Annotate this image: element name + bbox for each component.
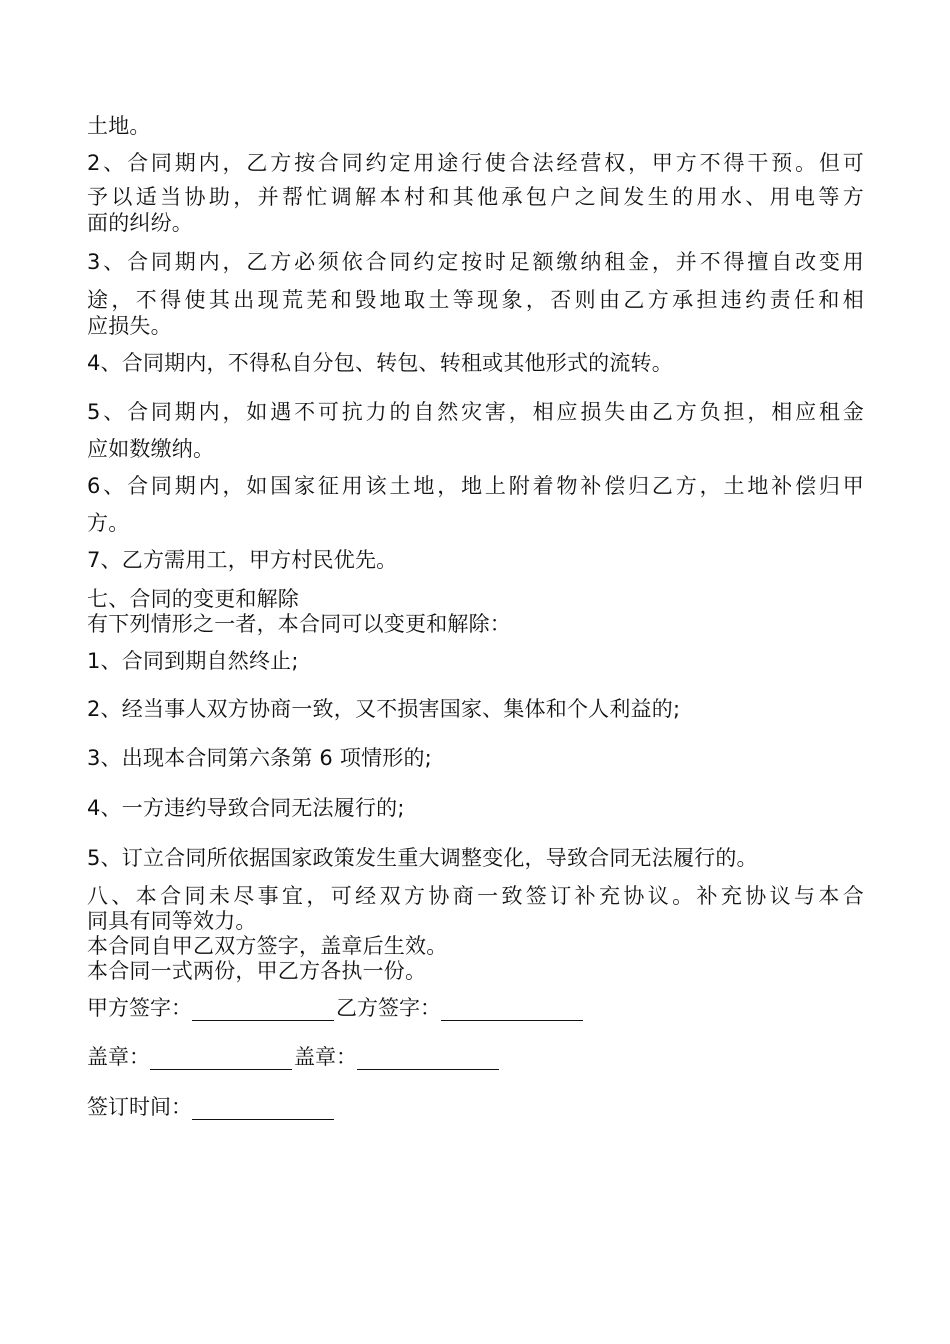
party-b-seal-label: 盖章： xyxy=(294,1045,357,1069)
party-b-sign-blank[interactable] xyxy=(441,998,583,1021)
list-item: 2、经当事人双方协商一致，又不损害国家、集体和个人利益的; xyxy=(87,697,681,721)
list-item: 1、合同到期自然终止; xyxy=(87,649,299,673)
party-a-seal-label: 盖章： xyxy=(87,1045,150,1069)
text-line: 4、合同期内，不得私自分包、转包、转租或其他形式的流转。 xyxy=(87,351,673,375)
party-b-seal-blank[interactable] xyxy=(357,1047,499,1070)
section-heading: 八、本合同未尽事宜，可经双方协商一致签订补充协议。补充协议与本合 xyxy=(87,884,864,908)
list-item: 5、订立合同所依据国家政策发生重大调整变化，导致合同无法履行的。 xyxy=(87,846,758,870)
text-line: 2、合同期内，乙方按合同约定用途行使合法经营权，甲方不得干预。但可 xyxy=(87,151,864,175)
text-line: 同具有同等效力。 xyxy=(87,909,257,933)
text-line: 方。 xyxy=(87,511,130,535)
text-line: 本合同一式两份，甲乙方各执一份。 xyxy=(87,959,427,983)
party-a-sign-label: 甲方签字： xyxy=(87,996,192,1020)
text-line: 5、合同期内，如遇不可抗力的自然灾害，相应损失由乙方负担，相应租金 xyxy=(87,400,864,424)
date-row xyxy=(87,1094,336,1120)
seal-row xyxy=(87,1044,501,1070)
text-line: 面的纠纷。 xyxy=(87,211,193,235)
text-line: 途，不得使其出现荒芜和毁地取土等现象，否则由乙方承担违约责任和相 xyxy=(87,288,864,312)
text-line: 3、合同期内，乙方必须依合同约定按时足额缴纳租金，并不得擅自改变用 xyxy=(87,250,864,274)
signature-row xyxy=(87,995,585,1021)
text-line: 7、乙方需用工，甲方村民优先。 xyxy=(87,548,398,572)
text-line: 6、合同期内，如国家征用该土地，地上附着物补偿归乙方，土地补偿归甲 xyxy=(87,474,864,498)
party-b-sign-label: 乙方签字： xyxy=(336,996,441,1020)
text-line: 土地。 xyxy=(87,114,151,138)
text-line: 予以适当协助，并帮忙调解本村和其他承包户之间发生的用水、用电等方 xyxy=(87,185,864,209)
text-line: 应损失。 xyxy=(87,314,172,338)
sign-date-blank[interactable] xyxy=(192,1097,334,1120)
list-item: 4、一方违约导致合同无法履行的; xyxy=(87,796,405,820)
sign-date-label: 签订时间： xyxy=(87,1095,192,1119)
text-line: 应如数缴纳。 xyxy=(87,437,215,461)
text-line: 有下列情形之一者，本合同可以变更和解除： xyxy=(87,612,511,636)
text-line: 本合同自甲乙双方签字，盖章后生效。 xyxy=(87,934,448,958)
party-a-sign-blank[interactable] xyxy=(192,998,334,1021)
party-a-seal-blank[interactable] xyxy=(150,1047,292,1070)
list-item: 3、出现本合同第六条第 6 项情形的; xyxy=(87,746,432,770)
section-heading: 七、合同的变更和解除 xyxy=(87,587,299,611)
